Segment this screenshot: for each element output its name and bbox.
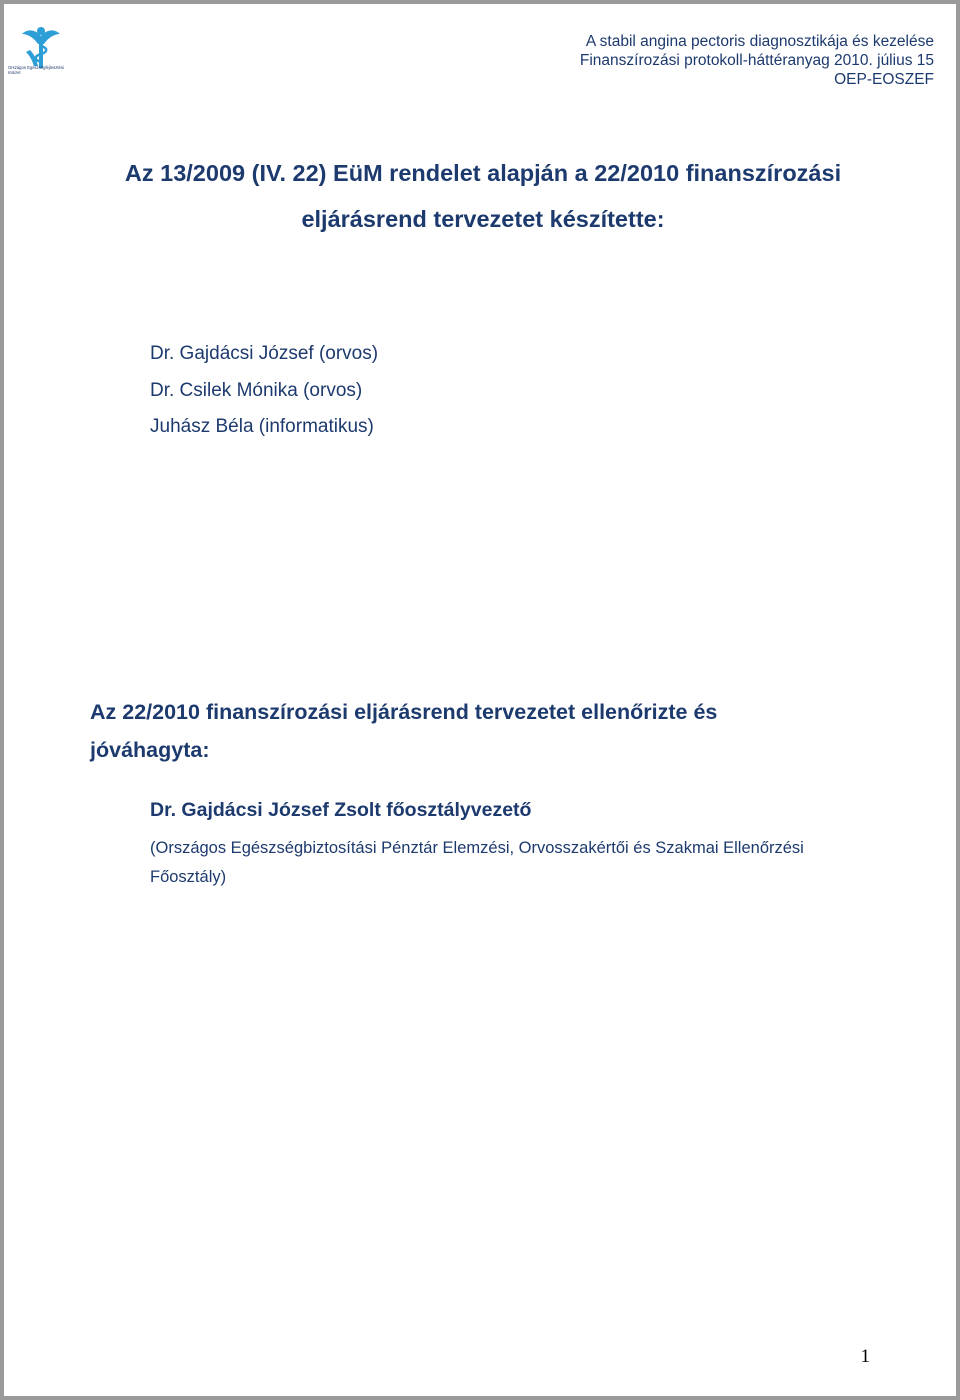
header-title: A stabil angina pectoris diagnosztikája és kezelése bbox=[585, 33, 934, 50]
approver-org-line-2: Főosztály) bbox=[150, 868, 227, 886]
approved-heading-line-2: jóváhagyta: bbox=[90, 738, 210, 762]
approved-by-heading bbox=[90, 693, 850, 769]
header-subtitle: Finanszírozási protokoll-háttéranyag 2010. július 15 bbox=[579, 52, 934, 69]
author-item: Dr. Csilek Mónika (orvos) bbox=[150, 379, 363, 401]
approved-heading-line-1: Az 22/2010 finanszírozási eljárásrend tervezetet ellenőrizte és bbox=[90, 700, 718, 724]
prepared-heading-line-2: eljárásrend tervezetet készítette: bbox=[301, 206, 665, 232]
author-item: Dr. Gajdácsi József (orvos) bbox=[150, 343, 379, 364]
author-item: Juhász Béla (informatikus) bbox=[150, 416, 374, 437]
approver-organization bbox=[150, 834, 870, 892]
document-header bbox=[580, 32, 934, 89]
logo-caption: Országos Egészségfejlesztési Intézet bbox=[8, 65, 64, 75]
approver-name: Dr. Gajdácsi József Zsolt főosztályvezető bbox=[150, 799, 532, 821]
approver-org-line-1: (Országos Egészségbiztosítási Pénztár Elemzési, Orvosszakértői és Szakmai Ellenőrzési bbox=[150, 839, 804, 857]
page-number: 1 bbox=[860, 1346, 870, 1367]
prepared-heading-line-1: Az 13/2009 (IV. 22) EüM rendelet alapján a 22/2010 finanszírozási bbox=[124, 160, 842, 186]
prepared-by-heading bbox=[108, 150, 858, 242]
author-list bbox=[150, 336, 378, 446]
header-org: OEP-EOSZEF bbox=[834, 71, 934, 88]
